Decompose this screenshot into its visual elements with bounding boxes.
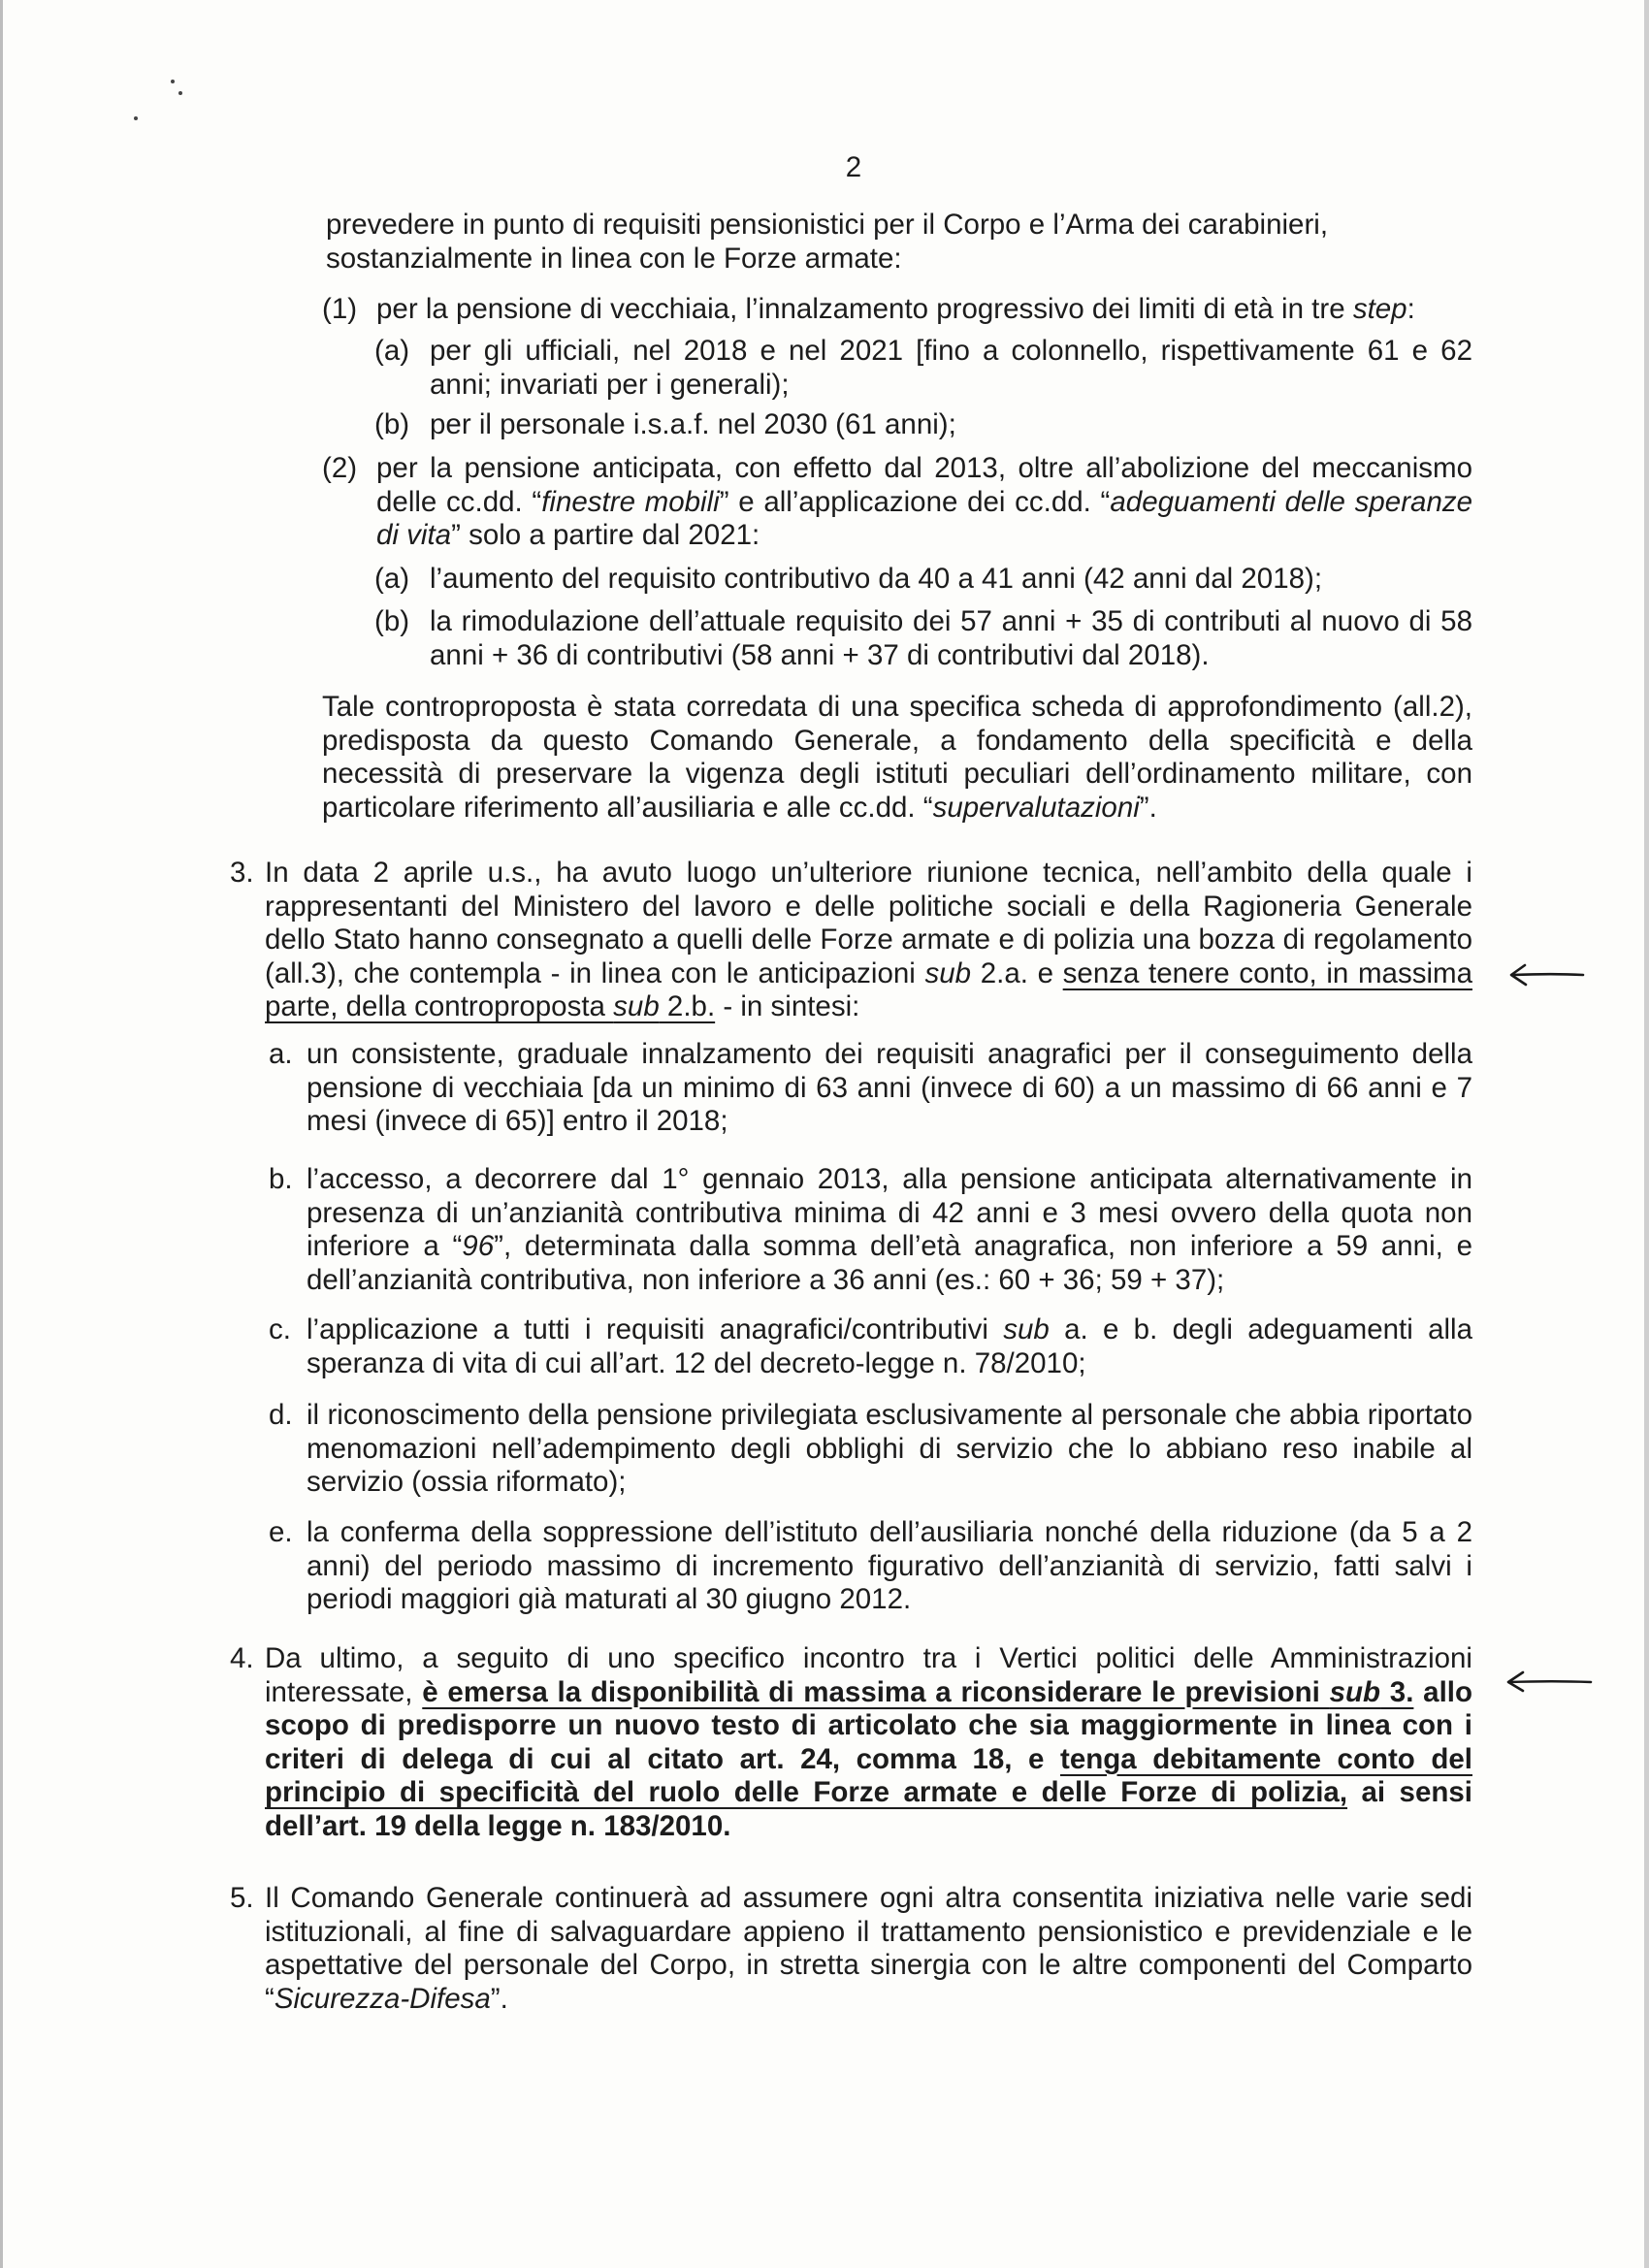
scan-speck bbox=[134, 116, 138, 120]
item-1a-text: per gli ufficiali, nel 2018 e nel 2021 [fino a colonnello, rispettivamente 61 e 62 anni; invariati per i generali); bbox=[430, 335, 1472, 401]
handwritten-arrow-left-icon bbox=[1502, 1669, 1595, 1696]
item-1-marker: (1) bbox=[322, 293, 358, 325]
point-4-marker: 4. bbox=[230, 1642, 254, 1674]
point-5-marker: 5. bbox=[230, 1882, 254, 1914]
intro-line-1: prevedere in punto di requisiti pensionistici per il Corpo e l’Arma dei carabinieri, bbox=[326, 209, 1329, 241]
point-3a-text: un consistente, graduale innalzamento dei requisiti anagrafici per il conseguimento della pensione di vecchiaia [da un minimo di 63 anni (invece di 60) a un massimo di 66 anni e 7 mesi (invece di 65)] entro il 2018; bbox=[307, 1038, 1472, 1137]
page-number: 2 bbox=[845, 151, 862, 183]
point-3c-text: l’applicazione a tutti i requisiti anagrafici/contributivi sub a. e b. degli adeguamenti alla speranza di vita di cui all’art. 12 del decreto-legge n. 78/2010; bbox=[307, 1313, 1472, 1379]
point-3e-marker: e. bbox=[269, 1516, 293, 1548]
point-3-marker: 3. bbox=[230, 857, 254, 889]
underlined-passage: tenga debitamente conto del principio di specificità del ruolo delle Forze armate e delle Forze di polizia, bbox=[265, 1742, 1472, 1808]
item-2a-text: l’aumento del requisito contributivo da 40 a 41 anni (42 anni dal 2018); bbox=[430, 563, 1323, 595]
item-2b-text: la rimodulazione dell’attuale requisito dei 57 anni + 35 di contributi al nuovo di 58 anni + 36 di contributivi (58 anni + 37 di contributivi dal 2018). bbox=[430, 605, 1472, 671]
item-2a-marker: (a) bbox=[374, 563, 410, 595]
intro-line-2: sostanzialmente in linea con le Forze armate: bbox=[326, 243, 902, 275]
point-3e-text: la conferma della soppressione dell’istituto dell’ausiliaria nonché della riduzione (da 5 a 2 anni) del periodo massimo di incremento figurativo dell’anzianità di servizio, fatti salvi i periodi maggiori già maturati al 30 giugno 2012. bbox=[307, 1516, 1472, 1615]
point-3d-text: il riconoscimento della pensione privilegiata esclusivamente al personale che abbia riportato menomazioni nell’adempimento degli obblighi di servizio che lo abbiano reso inabile al servizio (ossia riformato); bbox=[307, 1399, 1472, 1498]
point-3c-marker: c. bbox=[269, 1313, 291, 1345]
point-3-text: In data 2 aprile u.s., ha avuto luogo un’ulteriore riunione tecnica, nell’ambito della quale i rappresentanti del Ministero del lavoro e delle politiche sociali e della Ragioneria Generale dello Stato hanno consegnato a quelli delle Forze armate e di polizia una bozza di regolamento (all.3), che contempla - in linea con le anticipazioni sub 2.a. e senza tenere conto, in massima parte, della controproposta sub 2.b. - in sintesi: bbox=[265, 857, 1472, 1022]
item-2-text: per la pensione anticipata, con effetto dal 2013, oltre all’abolizione del meccanismo delle cc.dd. “finestre mobili” e all’applicazione dei cc.dd. “adeguamenti delle speranze di vita” solo a partire dal 2021: bbox=[376, 452, 1473, 551]
point-3d-marker: d. bbox=[269, 1399, 293, 1431]
point-3b-marker: b. bbox=[269, 1163, 293, 1195]
underlined-passage: senza tenere conto, in massima parte, della controproposta sub 2.b. bbox=[265, 956, 1472, 1022]
point-5-text: Il Comando Generale continuerà ad assumere ogni altra consentita iniziativa nelle varie sedi istituzionali, al fine di salvaguardare appieno il trattamento pensionistico e previdenziale e le aspettative del personale del Corpo, in stretta sinergia con le altre componenti del Comparto “Sicurezza-Difesa”. bbox=[265, 1882, 1472, 2015]
item-2b-marker: (b) bbox=[374, 605, 410, 637]
handwritten-arrow-left-icon bbox=[1505, 960, 1587, 989]
underlined-passage: è emersa la disponibilità di massima a riconsiderare le previsioni sub 3. bbox=[422, 1675, 1414, 1708]
tale-paragraph: Tale controproposta è stata corredata di una specifica scheda di approfondimento (all.2), predisposta da questo Comando Generale, a fondamento della specificità e della necessità di preservare la vigenza degli istituti peculiari dell’ordinamento militare, con particolare riferimento all’ausiliaria e alle cc.dd. “supervalutazioni”. bbox=[322, 691, 1472, 824]
scan-edge-left bbox=[0, 0, 3, 2268]
item-1a-marker: (a) bbox=[374, 335, 410, 367]
point-3a-marker: a. bbox=[269, 1038, 293, 1070]
point-4-text: Da ultimo, a seguito di uno specifico incontro tra i Vertici politici delle Amministrazioni interessate, è emersa la disponibilità di massima a riconsiderare le previsioni sub 3. allo scopo di predisporre un nuovo testo di articolato che sia maggiormente in linea con i criteri di delega di cui al citato art. 24, comma 18, e tenga debitamente conto del principio di specificità del ruolo delle Forze armate e delle Forze di polizia, ai sensi dell’art. 19 della legge n. 183/2010. bbox=[265, 1642, 1472, 1842]
point-3b-text: l’accesso, a decorrere dal 1° gennaio 2013, alla pensione anticipata alternativamente in presenza di un’anzianità contributiva minima di 42 anni e 3 mesi ovvero della quota non inferiore a “96”, determinata dalla somma dell’età anagrafica, non inferiore a 59 anni, e dell’anzianità contributiva, non inferiore a 36 anni (es.: 60 + 36; 59 + 37); bbox=[307, 1163, 1472, 1296]
scan-speck bbox=[171, 80, 175, 83]
scan-speck bbox=[178, 91, 182, 95]
item-1b-marker: (b) bbox=[374, 408, 410, 440]
item-1-text: per la pensione di vecchiaia, l’innalzamento progressivo dei limiti di età in tre step: bbox=[376, 293, 1415, 325]
item-1b-text: per il personale i.s.a.f. nel 2030 (61 anni); bbox=[430, 408, 956, 440]
scan-edge-right bbox=[1644, 0, 1649, 2268]
item-2-marker: (2) bbox=[322, 452, 358, 484]
